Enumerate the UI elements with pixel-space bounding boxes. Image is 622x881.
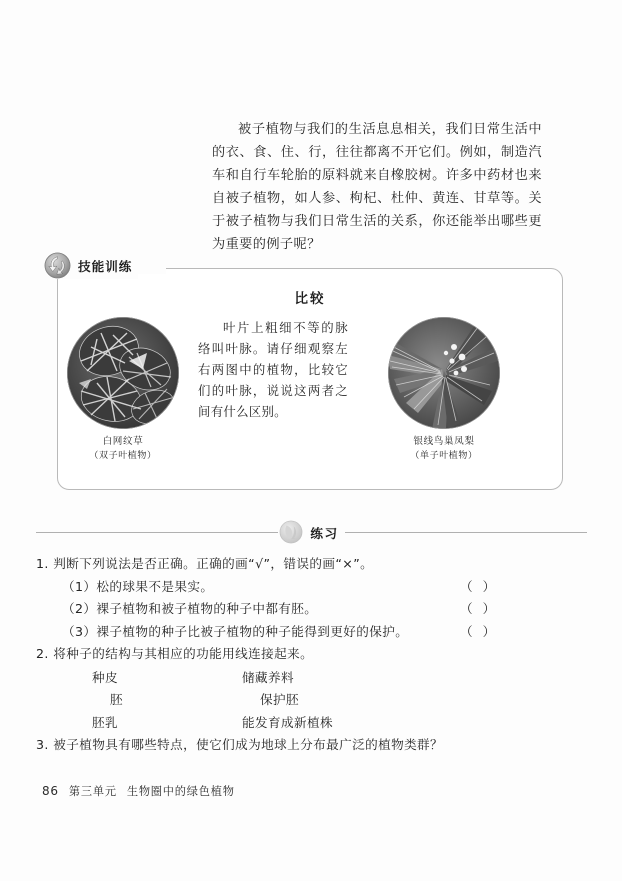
match-row bbox=[36, 667, 516, 690]
exercises-header bbox=[36, 516, 587, 548]
match-right-3[interactable]: 能发育成新植株 bbox=[242, 714, 333, 730]
exercise-3-text: 被子植物具有哪些特点，使它们成为地球上分布最广泛的植物类群？ bbox=[53, 737, 444, 752]
figure-caption-right-name: 银线鸟巢凤梨 bbox=[413, 436, 475, 447]
exercise-1-number: 1. bbox=[36, 556, 49, 571]
exercises-label: 练习 bbox=[310, 525, 339, 541]
match-right-2[interactable]: 保护胚 bbox=[260, 692, 299, 707]
exercise-1-stem bbox=[36, 553, 516, 576]
skill-training-body bbox=[58, 313, 562, 473]
exercise-1-sub-1 bbox=[36, 576, 516, 599]
footer-unit: 第三单元 bbox=[68, 785, 117, 798]
exercise-1-sub-3-text: （3）裸子植物的种子比被子植物的种子能得到更好的保护。 bbox=[62, 623, 409, 639]
exercise-3-number: 3. bbox=[36, 737, 49, 752]
exercise-2-text: 将种子的结构与其相应的功能用线连接起来。 bbox=[53, 646, 314, 661]
figure-caption-left-sub: （双子叶植物） bbox=[89, 451, 157, 461]
match-left-3[interactable]: 胚乳 bbox=[92, 714, 118, 730]
silver-bird-nest-bromeliad-photo bbox=[388, 317, 500, 429]
exercises-icon bbox=[278, 519, 304, 545]
exercise-item-1 bbox=[36, 553, 516, 643]
match-right-1[interactable]: 储藏养料 bbox=[242, 669, 294, 685]
match-row bbox=[36, 712, 516, 735]
exercise-2-match-table bbox=[36, 667, 516, 735]
exercise-1-sub-2-text: （2）裸子植物和被子植物的种子中都有胚。 bbox=[62, 601, 318, 616]
skill-training-header bbox=[44, 252, 138, 279]
figure-caption-left bbox=[48, 435, 198, 463]
exercise-1-sub-1-blank[interactable]: （ ） bbox=[460, 578, 499, 594]
figure-caption-right bbox=[369, 435, 519, 463]
page-footer bbox=[42, 783, 235, 799]
page-number: 86 bbox=[42, 784, 59, 798]
exercises-list bbox=[36, 553, 516, 757]
white-fittonia-leaf-photo bbox=[67, 317, 179, 429]
skill-training-icon bbox=[44, 252, 71, 279]
exercise-1-sub-3-blank[interactable]: （ ） bbox=[460, 623, 499, 639]
skill-training-box bbox=[57, 268, 563, 490]
footer-chapter: 生物圈中的绿色植物 bbox=[126, 785, 235, 798]
exercise-1-sub-1-text: （1）松的球果不是果实。 bbox=[62, 578, 214, 594]
match-row bbox=[36, 689, 516, 712]
skill-training-label: 技能训练 bbox=[78, 259, 133, 274]
skill-training-text: 叶片上粗细不等的脉络叫叶脉。请仔细观察左右两图中的植物，比较它们的叶脉，说说这两者之间有什么区别。 bbox=[198, 320, 348, 419]
match-left-1[interactable]: 种皮 bbox=[92, 669, 118, 685]
match-left-2[interactable]: 胚 bbox=[110, 692, 123, 707]
exercise-1-sub-2-blank[interactable]: （ ） bbox=[460, 601, 499, 616]
exercises-rule-right bbox=[345, 532, 587, 533]
skill-training-title: 比较 bbox=[294, 291, 326, 307]
exercise-item-2 bbox=[36, 643, 516, 734]
intro-paragraph: 被子植物与我们的生活息息相关，我们日常生活中的衣、食、住、行，往往都离不开它们。例如，制造汽车和自行车轮胎的原料就来自橡胶树。许多中药材也来自被子植物，如人参、枸杞、杜仲、黄连、甘草等。关于被子植物与我们日常生活的关系，你还能举出哪些更为重要的例子呢？ bbox=[212, 122, 542, 252]
figure-caption-left-name: 白网纹草 bbox=[102, 436, 144, 447]
exercise-1-sub-2 bbox=[36, 598, 516, 621]
exercise-1-text: 判断下列说法是否正确。正确的画“√”，错误的画“×”。 bbox=[53, 556, 374, 571]
figure-caption-right-sub: （单子叶植物） bbox=[410, 451, 478, 461]
exercise-item-3 bbox=[36, 734, 516, 757]
exercises-rule-left bbox=[36, 532, 278, 533]
exercise-1-sub-3 bbox=[36, 621, 516, 644]
exercise-3-stem bbox=[36, 734, 516, 757]
exercise-2-stem bbox=[36, 643, 516, 666]
exercise-2-number: 2. bbox=[36, 646, 49, 661]
